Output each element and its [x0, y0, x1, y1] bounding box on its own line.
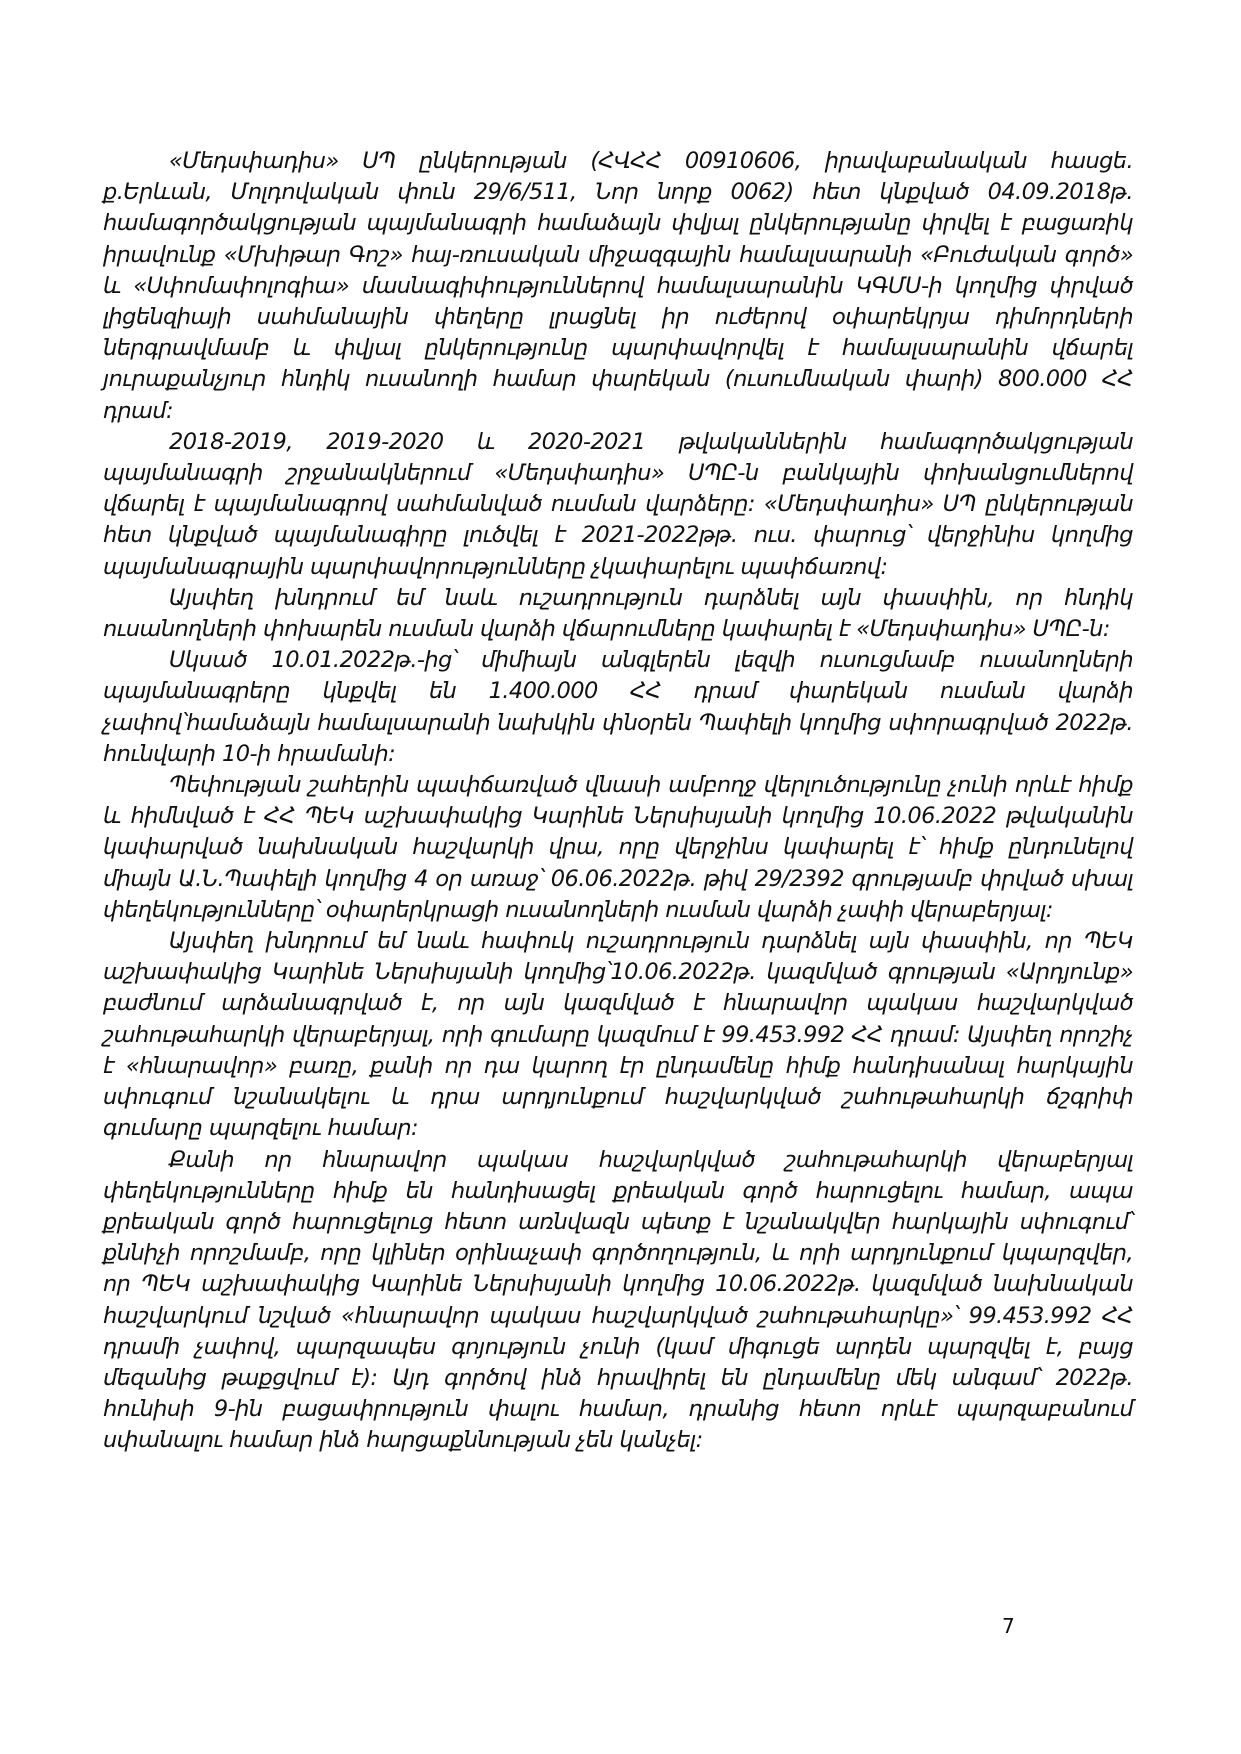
- paragraph-tax-audit: Քանի որ հնարավոր պակաս հաշվարկված շահութահարկի վերաբերյալ փեղեկությունները հիմք են հանդիսացել քրեական գործ հարուցելու համար, ապա քրեական գործ հարուցելուց հետո առնվազն պետք է նշանակվեր հարկային սփուգում՝ քննիչի որոշմամբ, որը կլիներ օրինաչափ գործողություն, և որի արդյունքում կպարզվեր, որ ՊԵԿ աշխափակից Կարինե Ներսիսյանի կողմից 10.06.2022թ. կազմված նախնական հաշվարկում նշված «հնարավոր պակաս հաշվարկված շահութահարկը»՝ 99.453.992 ՀՀ դրամի չափով, պարզապես գոյություն չունի (կամ միգուցե արդեն պարզվել է, բայց մեզանից թաքցվում է): Այդ գործով ինձ հրավիրել են ընդամենը մեկ անգամ՝ 2022թ. հունիսի 9-ին բացափրություն փալու համար, դրանից հետո որևէ պարզաբանում սփանալու համար ինձ հարցաքննության չեն կանչել:: [103, 1146, 1133, 1454]
- paragraph-payments-2018-2021: 2018-2019, 2019-2020 և 2020-2021 թվականներին համագործակցության պայմանագրի շրջանակներում «Մեդսփադիս» ՍՊԸ-ն բանկային փոխանցումներով վճարել է պայմանագրով սահմանված ուսման վարձերը: «Մեդսփադիս» ՍՊ ընկերության հետ կնքված պայմանագիրը լուծվել է 2021-2022թթ. ուս. փարուց՝ վերջինիս կողմից պայմանագրային պարփավորությունները չկափարելու պափճառով:: [103, 428, 1133, 580]
- document-body: [103, 146, 1133, 1457]
- paragraph-tuition-2022: Սկսած 10.01.2022թ.-ից՝ միմիայն անգլերեն լեզվի ուսուցմամբ ուսանողների պայմանագրերը կնքվել են 1.400.000 ՀՀ դրամ փարեկան ուսման վարձի չափով՝համաձայն համալսարանի նախկին փնօրեն Պափելի կողմից սփորագրված 2022թ. հունվարի 10-ի հրամանի:: [103, 647, 1133, 767]
- paragraph-attention-payments: Այսփեղ խնդրում եմ նաև ուշադրություն դարձնել այն փասփին, որ հնդիկ ուսանողների փոխարեն ուսման վարձի վճարումները կափարել է «Մեդսփադիս» ՍՊԸ-ն:: [103, 584, 1133, 643]
- paragraph-possible-tax: Այսփեղ խնդրում եմ նաև հափուկ ուշադրություն դարձնել այն փասփին, որ ՊԵԿ աշխափակից Կարինե Ներսիսյանի կողմից՝10.06.2022թ. կազմված գրության «Արդյունք» բաժնում արձանագրված է, որ այն կազմված է հնարավոր պակաս հաշվարկված շահութահարկի վերաբերյալ, որի գումարը կազմում է 99.453.992 ՀՀ դրամ: Այսփեղ որոշիչ է «հնարավոր» բառը, քանի որ դա կարող էր ընդամենը հիմք հանդիսանալ հարկային սփուգում նշանակելու և դրա արդյունքում հաշվարկված շահութահարկի ճշգրիփ գումարը պարզելու համար:: [103, 928, 1133, 1142]
- paragraph-damage-analysis: Պեփության շահերին պափճառված վնասի ամբողջ վերլուծությունը չունի որևէ հիմք և հիմնված է ՀՀ ՊԵԿ աշխափակից Կարինե Ներսիսյանի կողմից 10.06.2022 թվականին կափարված նախնական հաշվարկի վրա, որը վերջինս կափարել է՝ հիմք ընդունելով միայն Ա.Ն.Պափելի կողմից 4 օր առաջ՝ 06.06.2022թ. թիվ 29/2392 գրությամբ փրված սխալ փեղեկությունները՝ օփարերկրացի ուսանողների ուսման վարձի չափի վերաբերյալ:: [103, 772, 1133, 923]
- paragraph-medspadis-contract: «Մեդսփադիս» ՍՊ ընկերության (ՀՎՀՀ 00910606, իրավաբանական հասցե. ք.Երևան, Մոլդովական փուն 29/6/511, Նոր նորք 0062) հետ կնքված 04.09.2018թ. համագործակցության պայմանագրի համաձայն փվյալ ընկերությանը փրվել է բացառիկ իրավունք «Մխիթար Գոշ» հայ-ռուսական միջազգային համալսարանի «Բուժական գործ» և «Սփոմափոլոգիա» մասնագիփություններով համալսարանին ԿԳՄՍ-ի կողմից փրված լիցենզիայի սահմանային փեղերը լրացնել իր ուժերով օփարեկրյա դիմորդների ներգրավմամբ և փվյալ ընկերությունը պարփավորվել է համալսարանին վճարել յուրաքանչյուր հնդիկ ուսանողի համար փարեկան (ուսումնական փարի) 800.000 ՀՀ դրամ:: [103, 148, 1133, 424]
- page-number: 7: [1002, 1614, 1015, 1638]
